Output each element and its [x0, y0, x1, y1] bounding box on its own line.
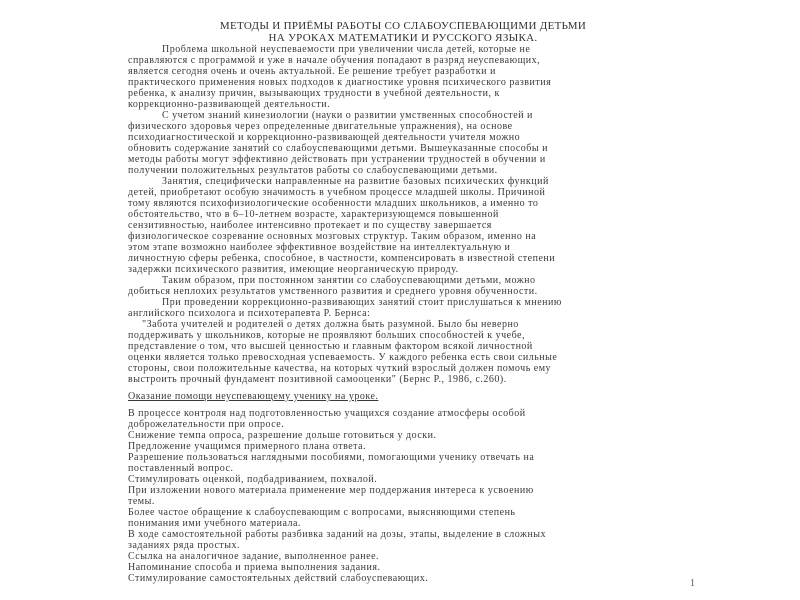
list-item-line: заданиях ряда простых. — [128, 540, 240, 551]
text-line: обстоятельство, что в 6–10-летнем возрасте, характеризующемся повышенной — [128, 209, 499, 220]
text-line: Таким образом, при постоянном занятии со слабоуспевающими детьми, можно — [162, 275, 536, 286]
list-item-line: Стимулирование самостоятельных действий слабоуспевающих. — [128, 573, 429, 584]
paragraph — [128, 176, 668, 275]
text-line: этом этапе возможно наиболее эффективное воздействие на интеллектуальную и — [128, 242, 511, 253]
text-line: методы работы могут эффективно действовать при устранении трудностей в обучении и — [128, 154, 546, 165]
text-line: английского психолога и психотерапевта Р. Бернса: — [128, 308, 371, 319]
text-line: получении положительных результатов работы со слабоуспевающими детьми. — [128, 165, 498, 176]
list-item-line: понимания ими учебного материала. — [128, 518, 301, 529]
section-heading: Оказание помощи неуспевающему ученику на уроке. — [128, 391, 379, 402]
title-line: МЕТОДЫ И ПРИЁМЫ РАБОТЫ СО СЛАБОУСПЕВАЮЩИМИ ДЕТЬМИ — [219, 20, 587, 32]
text-line: справляются с программой и уже в начале обучения попадают в разряд неуспевающих, — [128, 55, 541, 66]
page-number: 1 — [690, 578, 695, 589]
document-body — [128, 20, 668, 584]
text-line: добиться неплохих результатов умственного развития и среднего уровня обученности. — [128, 286, 538, 297]
text-line: Проблема школьной неуспеваемости при увеличении числа детей, которые не — [162, 44, 531, 55]
document-title — [148, 20, 658, 44]
text-line: тому являются психофизиологические особенности младших школьников, а именно то — [128, 198, 539, 209]
text-line: Занятия, специфически направленные на развитие базовых психических функций — [162, 176, 549, 187]
text-line: представление о том, что высшей ценностью и главным фактором всякой личностной — [128, 341, 533, 352]
text-line: личностную сферы ребенка, способное, в частности, компенсировать в известной степени — [128, 253, 556, 264]
list-item-line: В процессе контроля над подготовленностью учащихся создание атмосферы особой — [128, 408, 526, 419]
list-item-line: поставленный вопрос. — [128, 463, 234, 474]
text-line: психодиагностической и коррекционно-развивающей деятельности учителя можно — [128, 132, 521, 143]
text-line: коррекционно-развивающей деятельности. — [128, 99, 331, 110]
text-line: практического применения новых подходов к диагностике уровня психического развития — [128, 77, 552, 88]
paragraph — [128, 44, 668, 110]
list-item-line: доброжелательности при опросе. — [128, 419, 285, 430]
text-line: "Забота учителей и родителей о детях должна быть разумной. Было бы неверно — [142, 319, 519, 330]
title-line: НА УРОКАХ МАТЕМАТИКИ И РУССКОГО ЯЗЫКА. — [268, 32, 538, 44]
paragraph — [128, 319, 668, 385]
paragraph — [128, 297, 668, 319]
list-item-line: Предложение учащимся примерного плана ответа. — [128, 441, 367, 452]
text-line: детей, приобретают особую значимость в учебном процессе младшей школы. Причиной — [128, 187, 546, 198]
list-item-line: темы. — [128, 496, 155, 507]
text-line: При проведении коррекционно-развивающих занятий стоит прислушаться к мнению — [162, 297, 562, 308]
text-line: оценки является только превосходная успеваемость. У каждого ребенка есть свои сильные — [128, 352, 558, 363]
text-line: стороны, свои положительные качества, на которых чуткий взрослый должен помочь ему — [128, 363, 552, 374]
text-line: ребенка, к анализу причин, вызывающих трудности в учебной деятельности, к — [128, 88, 500, 99]
text-line: обновить содержание занятий со слабоуспевающими детьми. Вышеуказанные способы и — [128, 143, 548, 154]
list-item-line: Ссылка на аналогичное задание, выполненное ранее. — [128, 551, 380, 562]
help-measures-list — [128, 408, 668, 584]
list-item-line: При изложении нового материала применение мер поддержания интереса к усвоению — [128, 485, 534, 496]
text-line: С учетом знаний кинезиологии (науки о развитии умственных способностей и — [162, 110, 533, 121]
list-item-line: Напоминание способа и приема выполнения задания. — [128, 562, 381, 573]
list-item-line: В ходе самостоятельной работы разбивка заданий на дозы, этапы, выделение в сложных — [128, 529, 547, 540]
text-line: физического здоровья через определенные двигательные упражнения), на основе — [128, 121, 513, 132]
text-line: задержки психического развития, имеющие неорганическую природу. — [128, 264, 459, 275]
paragraph — [128, 110, 668, 176]
list-item-line: Разрешение пользоваться наглядными пособиями, помогающими ученику отвечать на — [128, 452, 535, 463]
text-line: физиологическое созревание основных мозговых структур. Таким образом, именно на — [128, 231, 537, 242]
text-line: является сегодня очень и очень актуальной. Ее решение требует разработки и — [128, 66, 496, 77]
paragraph — [128, 275, 668, 297]
paragraphs — [128, 44, 668, 385]
list-item-line: Более частое обращение к слабоуспевающим с вопросами, выясняющими степень — [128, 507, 516, 518]
text-line: сензитивностью, наиболее интенсивно протекает и по существу завершается — [128, 220, 492, 231]
text-line: поддерживать у школьников, которые не проявляют больших способностей к учебе, — [128, 330, 525, 341]
text-line: выстроить прочный фундамент позитивной самооценки" (Бернс Р., 1986, с.260). — [128, 374, 507, 385]
list-item-line: Снижение темпа опроса, разрешение дольше готовиться у доски. — [128, 430, 437, 441]
list-item-line: Стимулировать оценкой, подбадриванием, похвалой. — [128, 474, 378, 485]
